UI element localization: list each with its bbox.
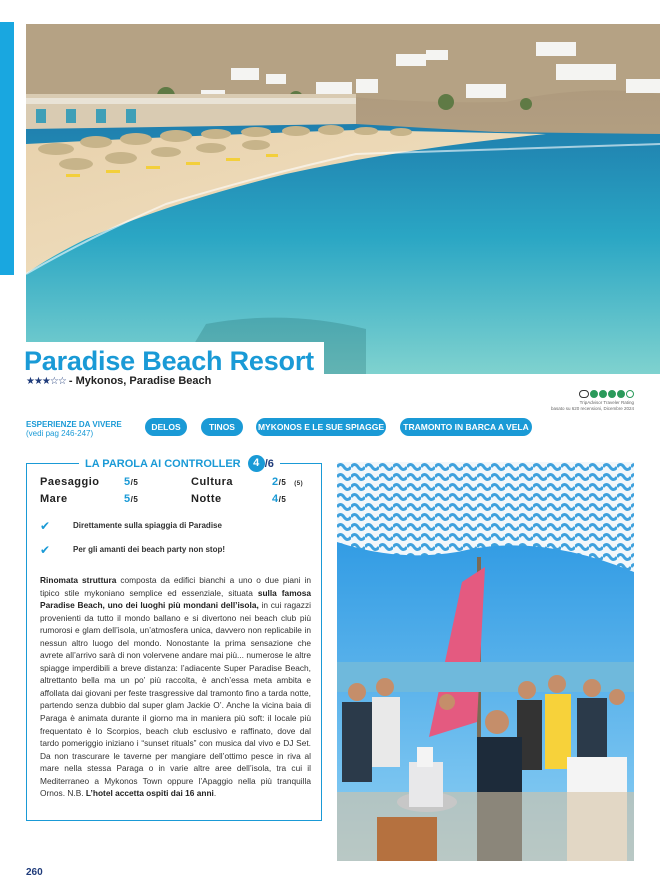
check-icon: ✔ — [40, 519, 51, 533]
check-icon: ✔ — [40, 543, 51, 557]
controller-score-badge: 4 — [248, 455, 265, 472]
rating-value: 2/5 (5) — [272, 476, 304, 488]
controller-heading-text: LA PAROLA AI CONTROLLER — [85, 458, 241, 470]
rating-label: Paesaggio — [40, 476, 100, 488]
hotel-location: - Mykonos, Paradise Beach — [68, 375, 212, 387]
rating-value: 5/5 — [124, 493, 139, 505]
experiences-page-ref: (vedi pag 246-247) — [26, 429, 94, 438]
tag-tinos[interactable]: TINOS — [201, 418, 243, 436]
rating-value: 5/5 — [124, 476, 139, 488]
left-accent-bar — [0, 22, 14, 275]
hotel-name: Paradise Beach Resort — [24, 346, 314, 376]
tripadvisor-owl-icon — [579, 390, 589, 398]
controller-score-total: /6 — [264, 458, 274, 470]
rating-label: Mare — [40, 493, 68, 505]
hotel-subtitle — [26, 375, 211, 387]
star-rating: ★★★☆☆ — [26, 376, 66, 387]
hero-beach-photo — [26, 24, 660, 374]
experiences-label — [26, 420, 136, 438]
tripadvisor-rating — [551, 390, 634, 412]
controller-heading — [79, 455, 280, 473]
rating-row — [40, 493, 310, 510]
controller-panel: LA PAROLA AI CONTROLLER 4 /6 Paesaggio 5/5 Cultura 2/5 (5) Mare 5/5 Notte 4/5 ✔ Direttamente sulla spiaggia di Paradise ✔ Per gli amanti dei beach party non stop! Rinomata struttura composta da edifici bianchi a uno o due piani in tipico stile mykoniano semplice ed essenziale, situata sulla famosa Paradise Beach, uno dei luoghi più mondani dell’isola, in cui ragazzi provenienti da tutto il mondo ballano e si divertono nei beach club più rumorosi e glam dell’isola, un’atmosfera unica, davvero non replicabile in nessun altro luogo del mondo. Nonostante la prima sensazione che avrete all’arrivo sarà di non volervene andare mai più... numerose le altre spiagge imperdibili a breve distanza: l’adiacente Super Paradise Beach, altrettanto bella ma un po’ più raccolta, è anch’essa meta ambita e affollata dai giovani per feste trasgressive dal tramonto fino a tarda notte, partendo senza dubbio dal super glam Jackie O’. Anche la vicina baia di Paraga è animata durante il giorno ma in maniera più soft: il locale più frequentato è lo Scorpios, beach club esclusivo e raffinato, dove dal tardo pomeriggio iniziano i “sunset rituals” con musica dal vivo e DJ Set. Da non trascurare le taverne per mangiare dell’ottimo pesce in riva al mare nella stessa Paraga o in varie altre aree dell’isola, tra cui il Mediterraneo a Mykonos Town oppure l’Apaggio nella più tranquilla Ornos. N.B. L’hotel accetta ospiti dai 16 anni. — [26, 463, 322, 821]
hotel-description: Rinomata struttura composta da edifici bianchi a uno o due piani in tipico stile mykoniano semplice ed essenziale, situata sulla famosa Paradise Beach, uno dei luoghi più mondani dell’isola, in cui ragazzi provenienti da tutto il mondo ballano e si divertono nei beach club più rumorosi e glam dell’isola, un’atmosfera unica, davvero non replicabile in nessun altro luogo del mondo. Nonostante la prima sensazione che avrete all’arrivo sarà di non volervene andare mai più... numerose le altre spiagge imperdibili a breve distanza: l’adiacente Super Paradise Beach, altrettanto bella ma un po’ più raccolta, è anch’essa meta ambita e affollata dai giovani per feste trasgressive dal tramonto fino a tarda notte, partendo senza dubbio dal super glam Jackie O’. Anche la vicina baia di Paraga è animata durante il giorno ma in maniera più soft: il locale più frequentato è lo Scorpios, beach club esclusivo e raffinato, dove dal tardo pomeriggio iniziano i “sunset rituals” con musica dal vivo e DJ Set. Da non trascurare le taverne per mangiare dell’ottimo pesce in riva al mare nella stessa Paraga o in varie altre aree dell’isola, tra cui il Mediterraneo a Mykonos Town oppure l’Apaggio nella più tranquilla Ornos. N.B. L’hotel accetta ospiti dai 16 anni. — [40, 575, 312, 799]
page-number: 260 — [26, 867, 43, 878]
rating-value: 4/5 — [272, 493, 287, 505]
tag-mykonos-spiagge[interactable]: MYKONOS E LE SUE SPIAGGE — [256, 418, 386, 436]
controller-ratings — [40, 476, 310, 510]
rating-label: Cultura — [191, 476, 233, 488]
tag-delos[interactable]: DELOS — [145, 418, 187, 436]
rating-label: Notte — [191, 493, 222, 505]
beach-party-photo — [337, 462, 634, 861]
hotel-title-box — [24, 342, 324, 378]
tripadvisor-line2: basato su 620 recensioni, Dicembre 2024 — [550, 406, 634, 411]
rating-row — [40, 476, 310, 493]
tripadvisor-line1: TripAdvisor Traveler Rating — [579, 400, 634, 405]
rating-circles — [590, 390, 634, 398]
experiences-title: ESPERIENZE DA VIVERE — [26, 420, 122, 429]
tripadvisor-circles — [551, 390, 634, 400]
tag-tramonto-vela[interactable]: TRAMONTO IN BARCA A VELA — [400, 418, 532, 436]
